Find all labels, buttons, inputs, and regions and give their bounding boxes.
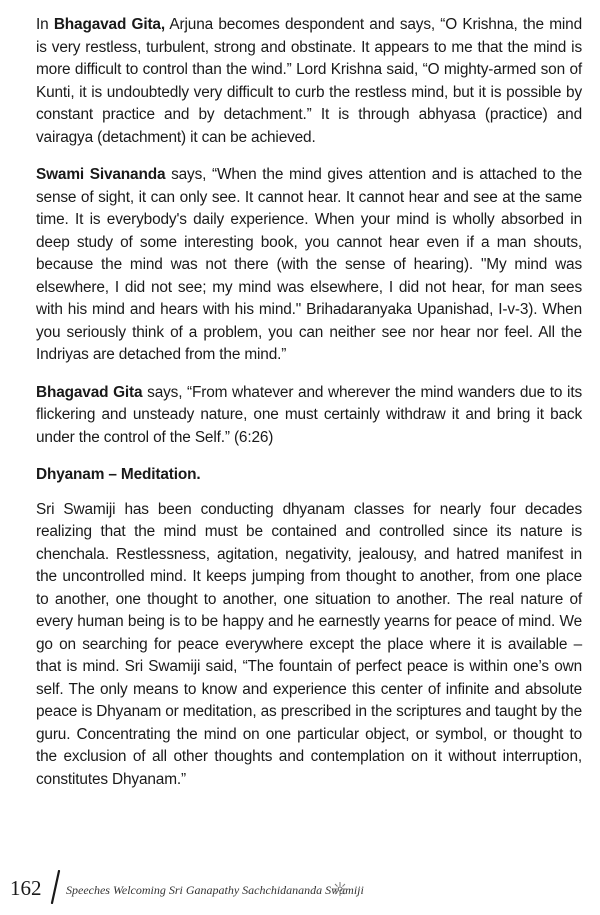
page-number: 162 bbox=[10, 876, 42, 900]
paragraph-swami-sivananda bbox=[36, 164, 582, 367]
flower-ornament-icon bbox=[332, 881, 348, 897]
bold-term-bhagavad-gita: Bhagavad Gita bbox=[36, 383, 143, 401]
paragraph-text: Arjuna becomes despondent and says, “O Krishna, the mind is very restless, turbulent, strong and obstinate. It appears to me that the mind is more difficult to control than the wind.” Lord Krishna said, “O mighty-armed son of Kunti, it is undoubtedly very difficult to curb the restless mind, but it is possible by constant practice and by detachment.” It is through abhyasa (practice) and vairagya (detachment) it can be achieved. bbox=[36, 16, 582, 146]
bold-term-swami-sivananda: Swami Sivananda bbox=[36, 166, 166, 183]
section-heading: Dhyanam – Meditation. bbox=[36, 466, 201, 483]
paragraph-dhyanam: Sri Swamiji has been conducting dhyanam classes for nearly four decades realizing that the mind must be contained and controlled since its nature is chenchala. Restlessness, agitation, negativity, jealousy, and hatred manifest in the uncontrolled mind. It keeps jumping from thought to another, from one place to another, one thought to another, one situation to another. The real nature of every human being is to be happy and he earnestly yearns for peace of mind. We go on searching for peace everywhere except the place where it is available – that is mind. Sri Swamiji said, “The fountain of perfect peace is within one’s own self. The only means to know and experience this center of infinite and absolute peace is Dhyanam or meditation, as prescribed in the scriptures and taught by the guru. Concentrating the mind on one particular object, or symbol, or thought to the exclusion of all other thoughts and contemplation on it without interruption, constitutes Dhyanam.” bbox=[36, 500, 582, 788]
slash-divider-icon bbox=[48, 870, 62, 904]
page-footer bbox=[10, 872, 590, 906]
paragraph-lead: In bbox=[36, 16, 54, 33]
page-body bbox=[36, 14, 582, 806]
running-title: Speeches Welcoming Sri Ganapathy Sachchidananda Swamiji bbox=[66, 883, 364, 897]
paragraph-bhagavad-gita-quote bbox=[36, 382, 582, 450]
paragraph-bhagavad-gita-arjuna bbox=[36, 14, 582, 149]
paragraph-text: says, “When the mind gives attention and is attached to the sense of sight, it can only see. It cannot hear. It cannot hear and see at the same time. It is everybody's daily experience. When your mind is wholly absorbed in deep study of some interesting book, you cannot hear even if a man shouts, because the mind was not there (with the sense of hearing). "My mind was elsewhere, I did not see; my mind was elsewhere, I did not hear, for man sees with his mind and hears with his mind." Brihadaranyaka Upanishad, I-v-3). When you seriously think of a problem, you can neither see nor hear nor feel. All the Indriyas are detached from the mind.” bbox=[36, 166, 582, 363]
paragraph-text: says, “From whatever and wherever the mind wanders due to its flickering and unsteady nature, one must certainly withdraw it and bring it back under the control of the Self.” (6:26) bbox=[36, 383, 582, 446]
bold-term-bhagavad-gita: Bhagavad Gita, bbox=[53, 16, 165, 33]
